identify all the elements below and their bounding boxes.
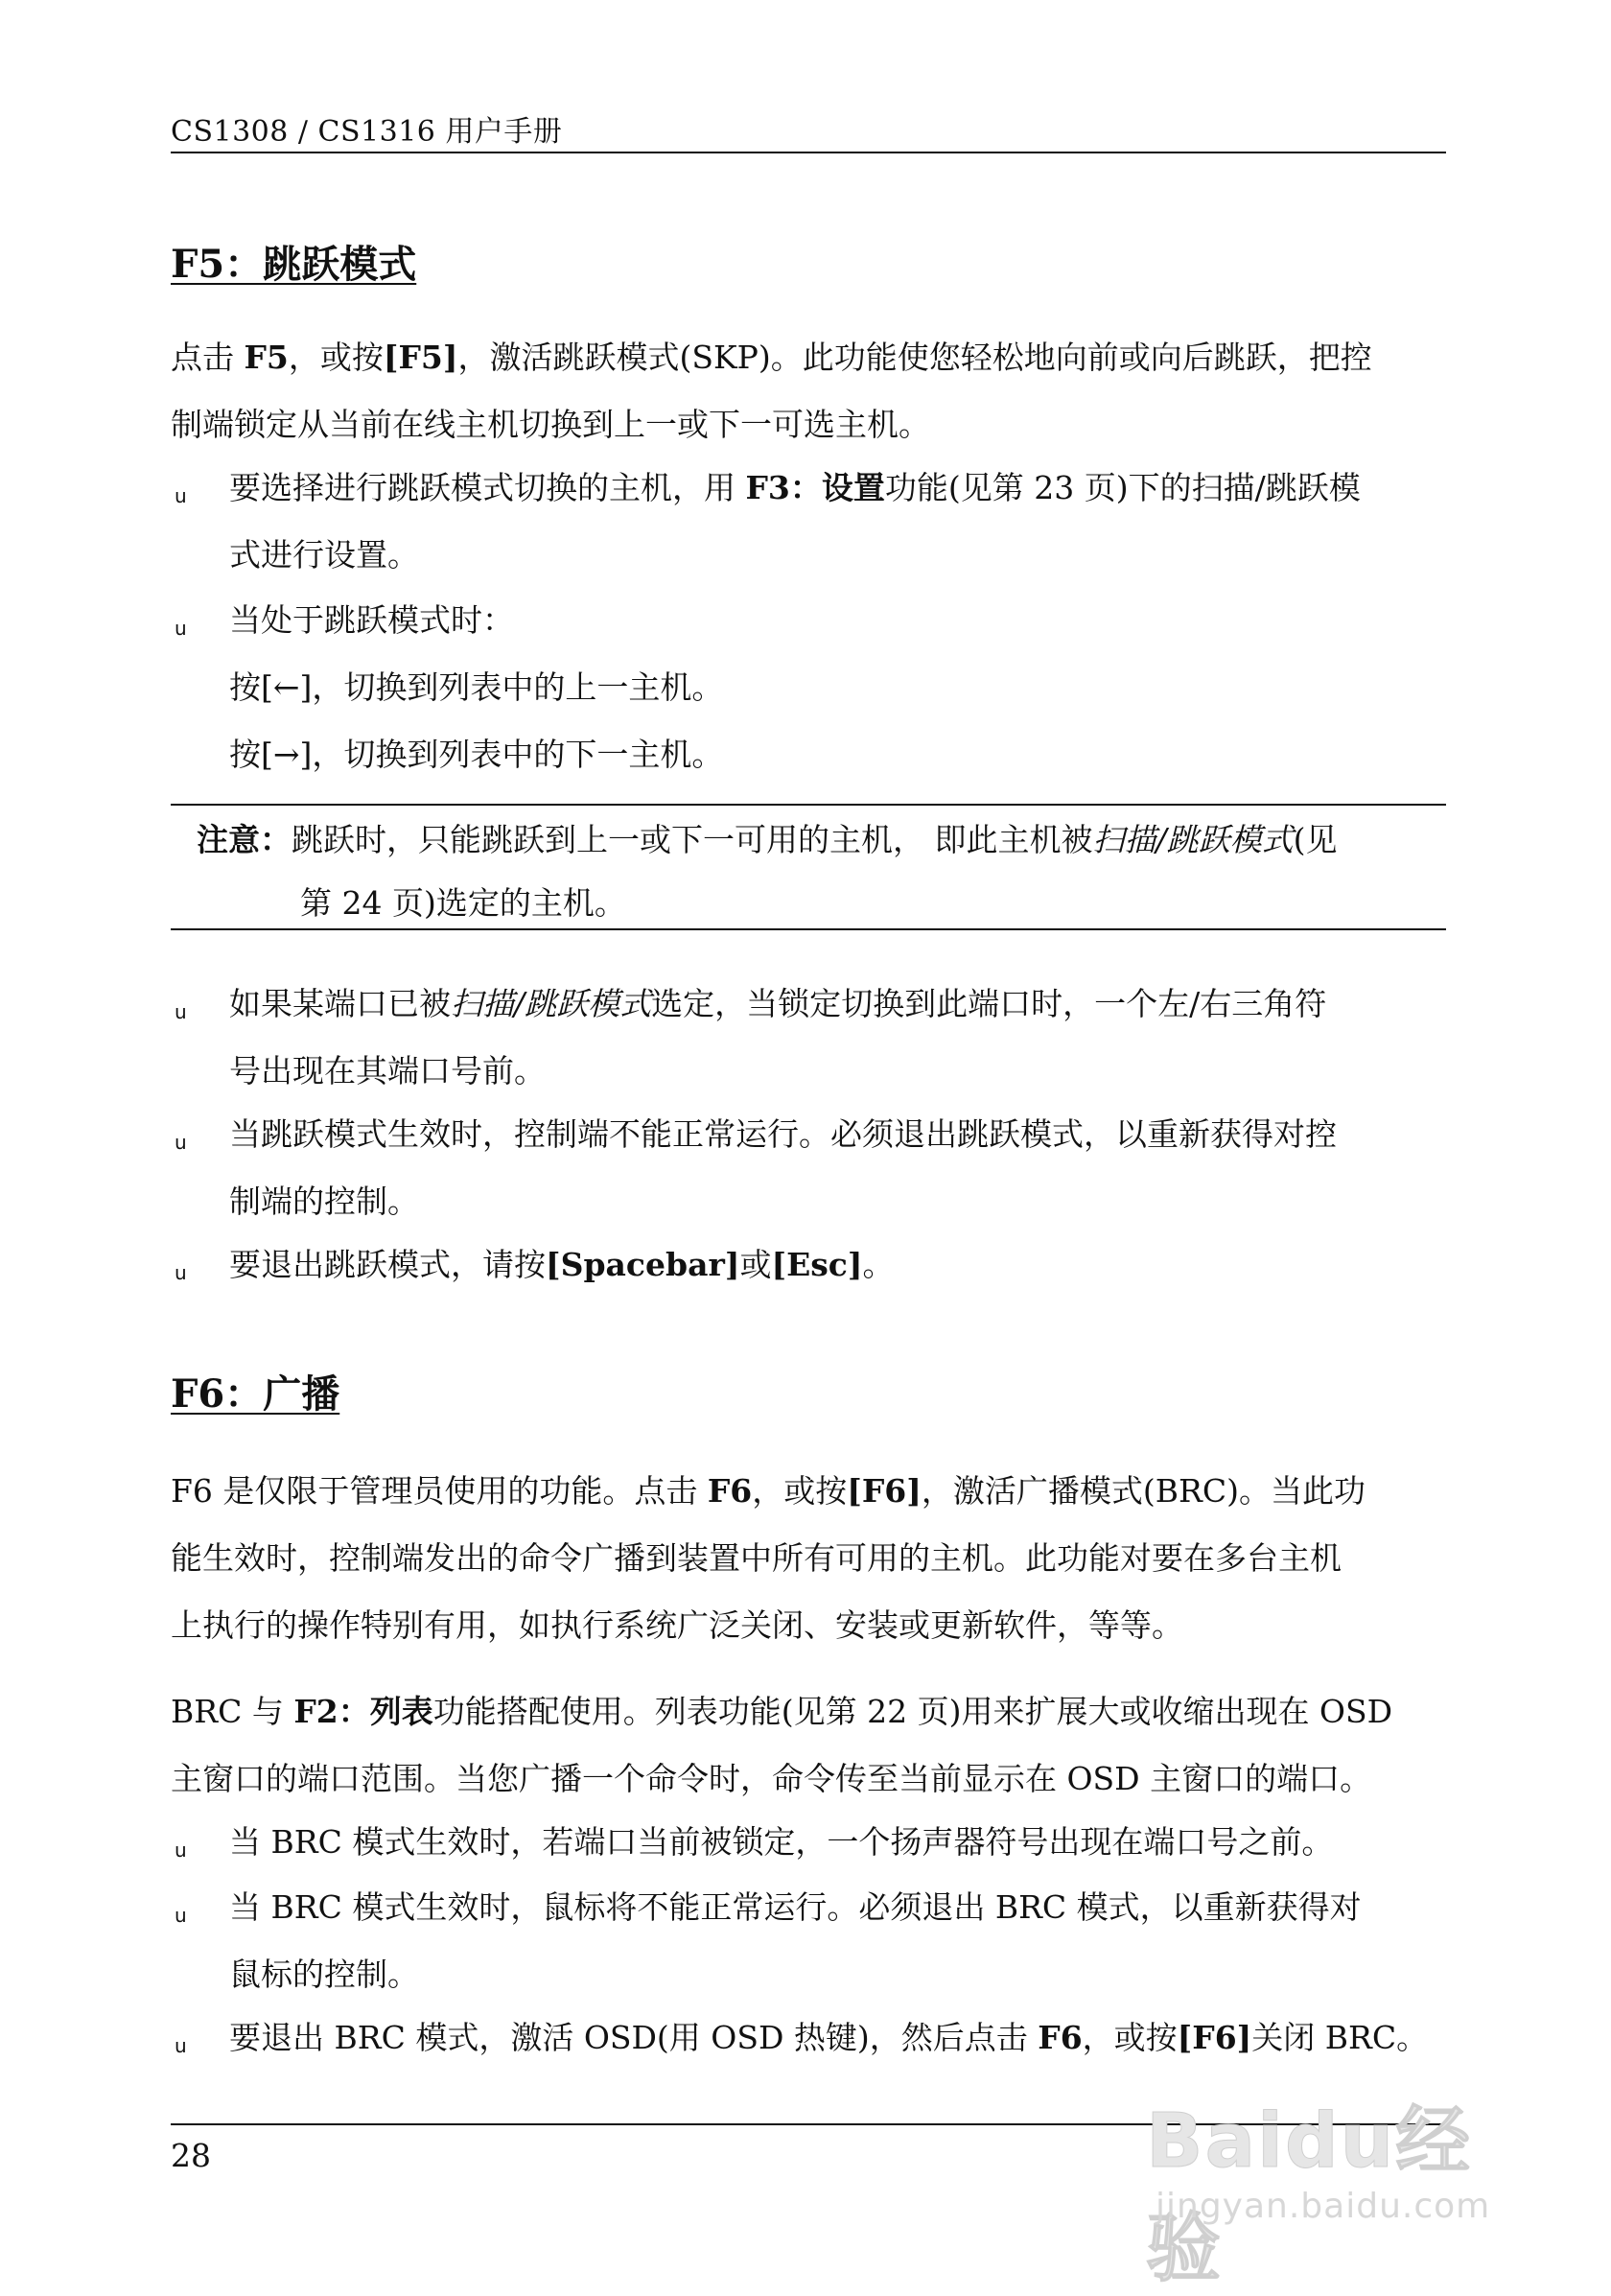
f5-note: 注意：跳跃时，只能跳跃到上一或下一可用的主机， 即此主机被扫描/跳跃模式(见 第 24 页)选定的主机。 [197,821,1338,922]
f6-bullet-speaker-symbol: u 当 BRC 模式生效时，若端口当前被锁定，一个扬声器符号出现在端口号之前。 [175,1809,1446,1876]
f6-bullet-mouse-disabled: u 当 BRC 模式生效时，鼠标将不能正常运行。必须退出 BRC 模式，以重新获得对 鼠标的控制。 [175,1874,1446,2008]
note-label: 注意： [197,821,292,858]
f5-heading: F5：跳跃模式 [171,242,417,287]
bullet-marker: u [175,484,187,507]
f5-intro: 点击 F5，或按[F5]，激活跳跃模式(SKP)。此功能使您轻松地向前或向后跳跃，把控 制端锁定从当前在线主机切换到上一或下一可选主机。 [171,339,1372,443]
note-bottom-rule [171,928,1446,930]
f6-heading: F6：广播 [171,1371,340,1417]
f5-bullet-triangle-symbol: u 如果某端口已被扫描/跳跃模式选定，当锁定切换到此端口时，一个左/右三角符 号出现在其端口号前。 [175,971,1446,1105]
bullet-marker: u [175,617,187,640]
f5-bullet-exit: u 要退出跳跃模式，请按[Spacebar]或[Esc]。 [175,1231,1446,1299]
page-number: 28 [171,2137,211,2174]
f6-para-intro: F6 是仅限于管理员使用的功能。点击 F6，或按[F6]，激活广播模式(BRC)。当此功 能生效时，控制端发出的命令广播到装置中所有可用的主机。此功能对要在多台主机 上执行的操作特别有用，如执行系统广泛关闭、安装或更新软件，等等。 [171,1472,1366,1644]
bullet-marker: u [175,1261,187,1284]
watermark-logo: Baidu经验 [1146,2098,1473,2292]
bullet-marker: u [175,1839,187,1862]
bullet-marker: u [175,2034,187,2057]
header-rule [171,152,1446,153]
f6-para-list: BRC 与 F2：列表功能搭配使用。列表功能(见第 22 页)用来扩展大或收缩出现在 OSD 主窗口的端口范围。当您广播一个命令时，命令传至当前显示在 OSD 主窗口的端口。 [171,1693,1393,1797]
f6-bullet-exit: u 要退出 BRC 模式，激活 OSD(用 OSD 热键)，然后点击 F6，或按[F6]关闭 BRC。 [175,2004,1446,2072]
bullet-marker: u [175,1131,187,1154]
f5-bullet-skip-keys: u 当处于跳跃模式时： 按[←]，切换到列表中的上一主机。 按[→]，切换到列表中的下一主机。 [175,587,1446,788]
page-header: CS1308 / CS1316 用户手册 [171,115,563,149]
f5-bullet-scan-setting: u 要选择进行跳跃模式切换的主机，用 F3：设置功能(见第 23 页)下的扫描/跳跃模 式进行设置。 [175,455,1446,589]
note-top-rule [171,804,1446,806]
bullet-marker: u [175,1904,187,1927]
bullet-marker: u [175,1000,187,1023]
baidu-watermark [1146,2081,1529,2292]
f5-bullet-console-disabled: u 当跳跃模式生效时，控制端不能正常运行。必须退出跳跃模式，以重新获得对控 制端的控制。 [175,1101,1446,1235]
watermark-url: jingyan.baidu.com [1156,2187,1491,2226]
